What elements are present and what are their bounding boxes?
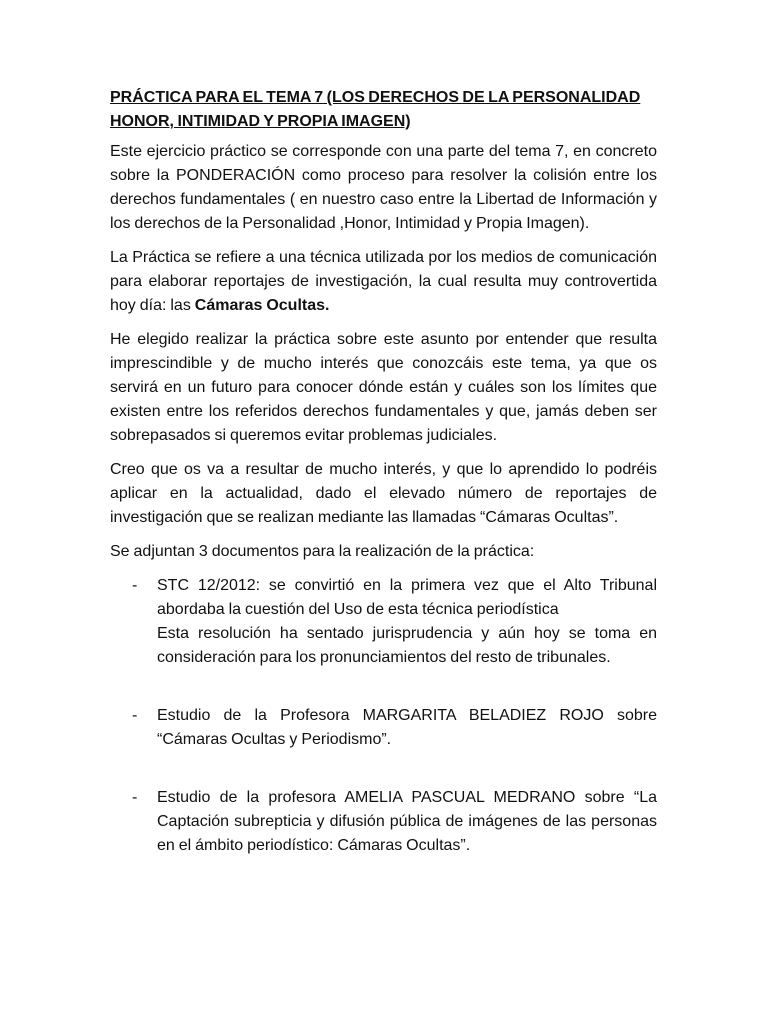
paragraph-technique xyxy=(110,246,657,318)
list-dash: - xyxy=(132,577,138,594)
paragraph-technique-bold: Cámaras Ocultas. xyxy=(194,297,330,314)
paragraph-technique-text: La Práctica se refiere a una técnica utilizada por los medios de comunicación para elaborar reportajes de investigación, la cual resulta muy controvertida hoy día: las xyxy=(110,249,657,314)
list-item-text: Estudio de la Profesora MARGARITA BELADIEZ ROJO sobre “Cámaras Ocultas y Periodismo”. xyxy=(157,707,657,748)
list-item xyxy=(110,574,657,670)
document-title xyxy=(110,86,657,134)
paragraph-attachments: Se adjuntan 3 documentos para la realización de la práctica: xyxy=(110,543,535,560)
list-item-text: Estudio de la profesora AMELIA PASCUAL MEDRANO sobre “La Captación subrepticia y difusión pública de imágenes de las personas en el ámbito periodístico: Cámaras Ocultas”. xyxy=(157,789,657,854)
paragraph-reason: He elegido realizar la práctica sobre este asunto por entender que resulta imprescindible y de mucho interés que conozcáis este tema, ya que os servirá en un futuro para conocer dónde están y cuáles son los límites que existen entre los referidos derechos fundamentales y que, jamás deben ser sobrepasados si queremos evitar problemas judiciales. xyxy=(110,331,657,444)
document-body xyxy=(110,86,657,892)
list-dash: - xyxy=(132,707,138,724)
paragraph-intro: Este ejercicio práctico se corresponde con una parte del tema 7, en concreto sobre la PONDERACIÓN como proceso para resolver la colisión entre los derechos fundamentales ( en nuestro caso entre la Libertad de Información y los derechos de la Personalidad ,Honor, Intimidad y Propia Imagen). xyxy=(110,143,657,232)
list-dash: - xyxy=(132,789,138,806)
list-item-text-continued: Esta resolución ha sentado jurisprudencia y aún hoy se toma en consideración para los pronunciamientos del resto de tribunales. xyxy=(157,625,657,666)
documents-list xyxy=(110,574,657,858)
paragraph-interest: Creo que os va a resultar de mucho interés, y que lo aprendido lo podréis aplicar en la actualidad, dado el elevado número de reportajes de investigación que se realizan mediante las llamadas “Cámaras Ocultas”. xyxy=(110,461,657,526)
title-line-1: PRÁCTICA PARA EL TEMA 7 (LOS DERECHOS DE LA PERSONALIDAD xyxy=(110,89,641,106)
list-item xyxy=(110,786,657,858)
title-line-2: HONOR, INTIMIDAD Y PROPIA IMAGEN) xyxy=(110,113,411,130)
list-item-text: STC 12/2012: se convirtió en la primera vez que el Alto Tribunal abordaba la cuestión del Uso de esta técnica periodística xyxy=(157,577,657,618)
list-item xyxy=(110,704,657,752)
